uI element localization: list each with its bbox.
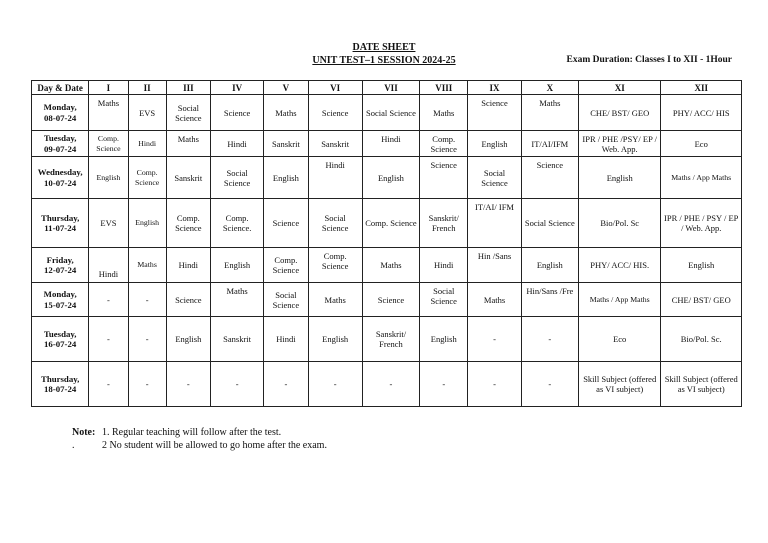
day-date-cell	[32, 317, 89, 362]
col-header: Day & Date	[32, 81, 89, 95]
date-sheet-table	[31, 80, 742, 407]
note-line-1	[72, 426, 327, 439]
table-row	[32, 199, 742, 248]
table-cell: Comp. Science	[128, 157, 166, 199]
table-cell: -	[264, 362, 308, 407]
date-label: 12-07-24	[44, 265, 77, 275]
table-cell: -	[308, 362, 362, 407]
table-cell: English	[128, 199, 166, 248]
day-label: Thursday,	[40, 212, 80, 223]
note-label: Note:	[72, 427, 96, 438]
table-cell: Comp. Science	[362, 199, 419, 248]
table-cell: Social Science	[362, 95, 419, 131]
table-cell: Bio/Pol. Sc	[578, 199, 660, 248]
date-label: 11-07-24	[44, 223, 77, 233]
table-cell: English	[521, 248, 578, 283]
day-label: Wednesday,	[37, 167, 83, 177]
table-cell: English	[661, 248, 742, 283]
table-row	[32, 131, 742, 157]
table-cell: Hindi	[166, 248, 210, 283]
date-label: 08-07-24	[44, 112, 77, 123]
table-cell: English	[362, 157, 419, 199]
day-label: Tuesday,	[43, 133, 77, 143]
table-cell: Hindi	[210, 131, 263, 157]
table-cell: Social Science	[210, 157, 263, 199]
col-header: XI	[578, 81, 660, 95]
table-cell: Science	[468, 95, 521, 131]
table-row	[32, 317, 742, 362]
header-row	[32, 81, 742, 95]
table-cell: -	[468, 362, 521, 407]
col-header: II	[128, 81, 166, 95]
table-cell: Hindi	[420, 248, 468, 283]
table-row	[32, 362, 742, 407]
table-cell: English	[210, 248, 263, 283]
table-cell: PHY/ ACC/ HIS	[661, 95, 742, 131]
sheet-subtitle: UNIT TEST–1 SESSION 2024-25	[312, 55, 456, 66]
day-label: Friday,	[46, 254, 74, 265]
table-cell: Hin/Sans /Fre	[521, 283, 578, 317]
table-cell: Maths	[166, 131, 210, 157]
table-cell: Hindi	[362, 131, 419, 157]
col-header: III	[166, 81, 210, 95]
table-cell: -	[468, 317, 521, 362]
exam-duration: Exam Duration: Classes I to XII - 1Hour	[566, 55, 732, 65]
table-cell: -	[89, 283, 128, 317]
table-cell: Social Science	[308, 199, 362, 248]
note-line-2	[72, 439, 327, 452]
day-date-cell	[32, 283, 89, 317]
day-label: Tuesday,	[43, 328, 77, 339]
table-cell: -	[89, 317, 128, 362]
table-cell: Sanskrit	[166, 157, 210, 199]
day-date-cell	[32, 95, 89, 131]
table-cell: Eco	[578, 317, 660, 362]
table-cell: -	[521, 317, 578, 362]
table-cell: Sanskrit/ French	[420, 199, 468, 248]
table-cell: Comp. Science	[420, 131, 468, 157]
table-cell: -	[210, 362, 263, 407]
table-cell: Comp. Science.	[210, 199, 263, 248]
table-cell: Hin /Sans	[468, 248, 521, 283]
table-cell: Maths	[521, 95, 578, 131]
table-cell: Sanskrit	[308, 131, 362, 157]
table-cell: -	[166, 362, 210, 407]
table-cell: Maths	[210, 283, 263, 317]
col-header: V	[264, 81, 308, 95]
date-label: 16-07-24	[44, 339, 77, 349]
table-cell: English	[166, 317, 210, 362]
table-cell: Science	[308, 95, 362, 131]
table-cell: Maths	[264, 95, 308, 131]
table-cell: Maths	[362, 248, 419, 283]
table-cell: Science	[264, 199, 308, 248]
table-cell: English	[308, 317, 362, 362]
table-cell: -	[128, 283, 166, 317]
sheet-title: DATE SHEET	[352, 42, 416, 53]
table-cell: Bio/Pol. Sc.	[661, 317, 742, 362]
table-cell: English	[578, 157, 660, 199]
table-cell: Maths / App Maths	[661, 157, 742, 199]
col-header: VII	[362, 81, 419, 95]
table-cell: Sanskrit	[210, 317, 263, 362]
table-cell: Science	[521, 157, 578, 199]
table-cell: Social Science	[420, 283, 468, 317]
table-cell: English	[264, 157, 308, 199]
col-header: VIII	[420, 81, 468, 95]
table-cell: CHE/ BST/ GEO	[661, 283, 742, 317]
day-date-cell	[32, 157, 89, 199]
day-date-cell	[32, 131, 89, 157]
note-dot: .	[72, 440, 75, 451]
col-header: VI	[308, 81, 362, 95]
col-header: IX	[468, 81, 521, 95]
table-cell: IT/AI/ IFM	[468, 199, 521, 248]
table-cell: CHE/ BST/ GEO	[578, 95, 660, 131]
table-cell: IPR / PHE / PSY / EP / Web. App.	[661, 199, 742, 248]
day-label: Thursday,	[40, 373, 80, 384]
table-cell: Skill Subject (offered as VI subject)	[661, 362, 742, 407]
table-cell: Social Science	[166, 95, 210, 131]
date-label: 09-07-24	[44, 143, 77, 154]
table-cell: Maths	[420, 95, 468, 131]
table-cell: -	[521, 362, 578, 407]
day-label: Monday,	[43, 102, 77, 112]
table-cell: IT/AI/IFM	[521, 131, 578, 157]
day-date-cell	[32, 248, 89, 283]
table-cell: Maths	[128, 248, 166, 283]
table-cell: Science	[210, 95, 263, 131]
table-row	[32, 157, 742, 199]
note-item: 2 No student will be allowed to go home after the exam.	[102, 440, 327, 451]
table-cell: Comp. Science	[89, 131, 128, 157]
table-cell: -	[128, 317, 166, 362]
day-date-cell	[32, 362, 89, 407]
table-cell: Hindi	[128, 131, 166, 157]
table-cell: Hindi	[308, 157, 362, 199]
table-cell: Hindi	[89, 248, 128, 283]
table-cell: Maths / App Maths	[578, 283, 660, 317]
table-cell: Hindi	[264, 317, 308, 362]
table-cell: -	[420, 362, 468, 407]
table-cell: Comp. Science	[166, 199, 210, 248]
table-cell: Science	[166, 283, 210, 317]
notes-block	[72, 426, 327, 452]
col-header: IV	[210, 81, 263, 95]
table-cell: Skill Subject (offered as VI subject)	[578, 362, 660, 407]
table-cell: -	[89, 362, 128, 407]
table-cell: Comp. Science	[308, 248, 362, 283]
table-cell: Social Science	[468, 157, 521, 199]
date-label: 10-07-24	[44, 177, 77, 188]
date-label: 15-07-24	[44, 299, 77, 310]
date-label: 18-07-24	[44, 384, 77, 394]
table-cell: Social Science	[264, 283, 308, 317]
table-cell: Maths	[89, 95, 128, 131]
table-cell: Science	[420, 157, 468, 199]
note-item: 1. Regular teaching will follow after the test.	[102, 427, 282, 438]
table-cell: Comp. Science	[264, 248, 308, 283]
day-label: Monday,	[43, 289, 77, 299]
table-cell: PHY/ ACC/ HIS.	[578, 248, 660, 283]
table-cell: -	[362, 362, 419, 407]
table-cell: Maths	[468, 283, 521, 317]
day-date-cell	[32, 199, 89, 248]
table-row	[32, 248, 742, 283]
table-cell: Science	[362, 283, 419, 317]
table-row	[32, 95, 742, 131]
table-cell: Sanskrit/ French	[362, 317, 419, 362]
table-cell: EVS	[128, 95, 166, 131]
table-cell: Social Science	[521, 199, 578, 248]
table-row	[32, 283, 742, 317]
col-header: XII	[661, 81, 742, 95]
table-cell: Maths	[308, 283, 362, 317]
table-cell: English	[89, 157, 128, 199]
table-cell: Eco	[661, 131, 742, 157]
col-header: X	[521, 81, 578, 95]
table-cell: Sanskrit	[264, 131, 308, 157]
table-cell: EVS	[89, 199, 128, 248]
table-cell: English	[420, 317, 468, 362]
col-header: I	[89, 81, 128, 95]
table-cell: English	[468, 131, 521, 157]
table-cell: IPR / PHE /PSY/ EP / Web. App.	[578, 131, 660, 157]
table-cell: -	[128, 362, 166, 407]
